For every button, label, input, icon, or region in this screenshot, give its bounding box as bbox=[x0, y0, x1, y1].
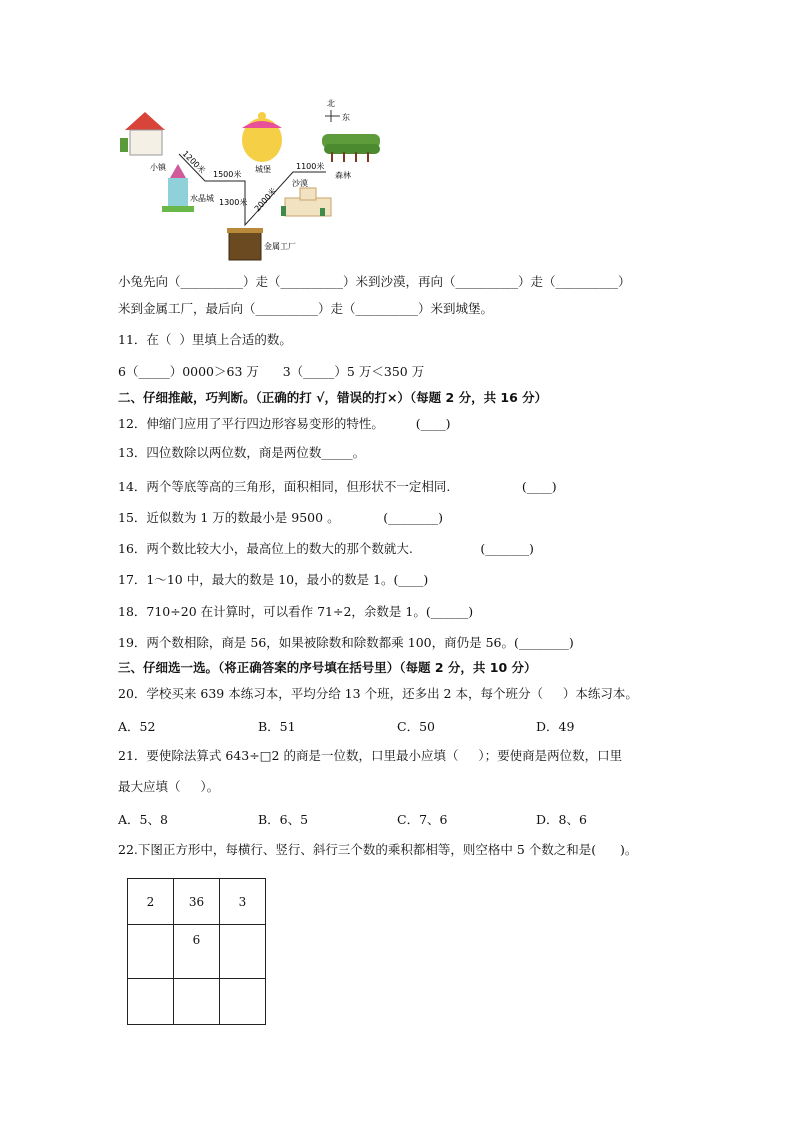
q13: 13．四位数除以两位数，商是两位数_____。 bbox=[118, 445, 366, 460]
q21-option-d: D．8、6 bbox=[536, 812, 587, 827]
q20-option-a: A．52 bbox=[118, 719, 156, 734]
q22: 22.下图正方形中，每横行、竖行、斜行三个数的乘积都相等，则空格中 5 个数之和是( )。 bbox=[118, 842, 638, 857]
q11-title: 11．在（ ）里填上合适的数。 bbox=[118, 332, 292, 347]
section2-heading: 二、仔细推敲，巧判断。（正确的打 √，错误的打×）（每题 2 分，共 16 分） bbox=[118, 390, 548, 405]
q20-option-b: B．51 bbox=[258, 719, 296, 734]
grid-cell: 6 bbox=[174, 925, 220, 979]
grid-cell bbox=[128, 925, 174, 979]
grid-cell bbox=[220, 979, 266, 1025]
label-crystal: 水晶城 bbox=[190, 194, 214, 203]
label-factory: 金属工厂 bbox=[264, 242, 296, 251]
q17: 17．1～10 中，最大的数是 10，最小的数是 1。(____) bbox=[118, 572, 429, 587]
grid-cell: 2 bbox=[128, 879, 174, 925]
forest-icon bbox=[322, 134, 380, 162]
q16: 16．两个数比较大小，最高位上的数大的那个数就大. (_______) bbox=[118, 541, 534, 556]
grid-cell bbox=[128, 979, 174, 1025]
q10-line1: 小兔先向（__________）走（__________）米到沙漠，再向（__________）走（__________） bbox=[118, 274, 631, 289]
castle-teapot-icon bbox=[242, 112, 282, 162]
q15: 15．近似数为 1 万的数最小是 9500 。 (________) bbox=[118, 510, 444, 525]
q10-line2: 米到金属工厂，最后向（__________）走（__________）米到城堡。 bbox=[118, 301, 494, 316]
grid-row bbox=[128, 979, 266, 1025]
grid-cell: 36 bbox=[174, 879, 220, 925]
label-castle: 城堡 bbox=[255, 165, 271, 174]
q20-option-c: C．50 bbox=[397, 719, 435, 734]
q21-line2: 最大应填（ ）。 bbox=[118, 779, 220, 794]
label-desert: 沙漠 bbox=[292, 179, 308, 188]
label-town: 小镇 bbox=[150, 163, 166, 172]
house-icon bbox=[120, 112, 165, 155]
crystal-city-icon bbox=[162, 164, 194, 212]
compass-icon bbox=[325, 110, 340, 122]
route-map bbox=[110, 90, 400, 265]
distance-1: 1200米 bbox=[180, 149, 208, 176]
label-east: 东 bbox=[342, 113, 350, 122]
factory-icon bbox=[227, 228, 263, 260]
distance-5: 1100米 bbox=[296, 162, 325, 171]
q14: 14．两个等底等高的三角形，面积相同，但形状不一定相同. (____) bbox=[118, 479, 557, 494]
grid-cell bbox=[174, 979, 220, 1025]
q18: 18．710÷20 在计算时，可以看作 71÷2，余数是 1。(______) bbox=[118, 604, 474, 619]
q21-line1: 21．要使除法算式 643÷□2 的商是一位数，口里最小应填（ ）；要使商是两位数，口里 bbox=[118, 748, 623, 763]
q11-body: 6（_____）0000＞63 万 3（_____）5 万＜350 万 bbox=[118, 364, 425, 379]
magic-square-grid bbox=[127, 878, 266, 1025]
distance-3: 1300米 bbox=[219, 198, 248, 207]
q21-option-a: A．5、8 bbox=[118, 812, 168, 827]
grid-row bbox=[128, 879, 266, 925]
distance-2: 1500米 bbox=[213, 170, 242, 179]
q20-option-d: D．49 bbox=[536, 719, 575, 734]
q20: 20．学校买来 639 本练习本，平均分给 13 个班，还多出 2 本，每个班分（ ）本练习本。 bbox=[118, 686, 638, 701]
grid-cell: 3 bbox=[220, 879, 266, 925]
q19: 19．两个数相除，商是 56，如果被除数和除数都乘 100，商仍是 56。(________) bbox=[118, 635, 574, 650]
desert-icon bbox=[281, 188, 331, 216]
distance-4: 2000米 bbox=[252, 186, 279, 214]
q21-option-b: B．6、5 bbox=[258, 812, 309, 827]
label-north: 北 bbox=[327, 99, 335, 108]
section3-heading: 三、仔细选一选。（将正确答案的序号填在括号里）（每题 2 分，共 10 分） bbox=[118, 660, 537, 675]
grid-row bbox=[128, 925, 266, 979]
label-forest: 森林 bbox=[335, 171, 351, 180]
q21-option-c: C．7、6 bbox=[397, 812, 448, 827]
q12: 12．伸缩门应用了平行四边形容易变形的特性。 (____) bbox=[118, 416, 451, 431]
grid-cell bbox=[220, 925, 266, 979]
